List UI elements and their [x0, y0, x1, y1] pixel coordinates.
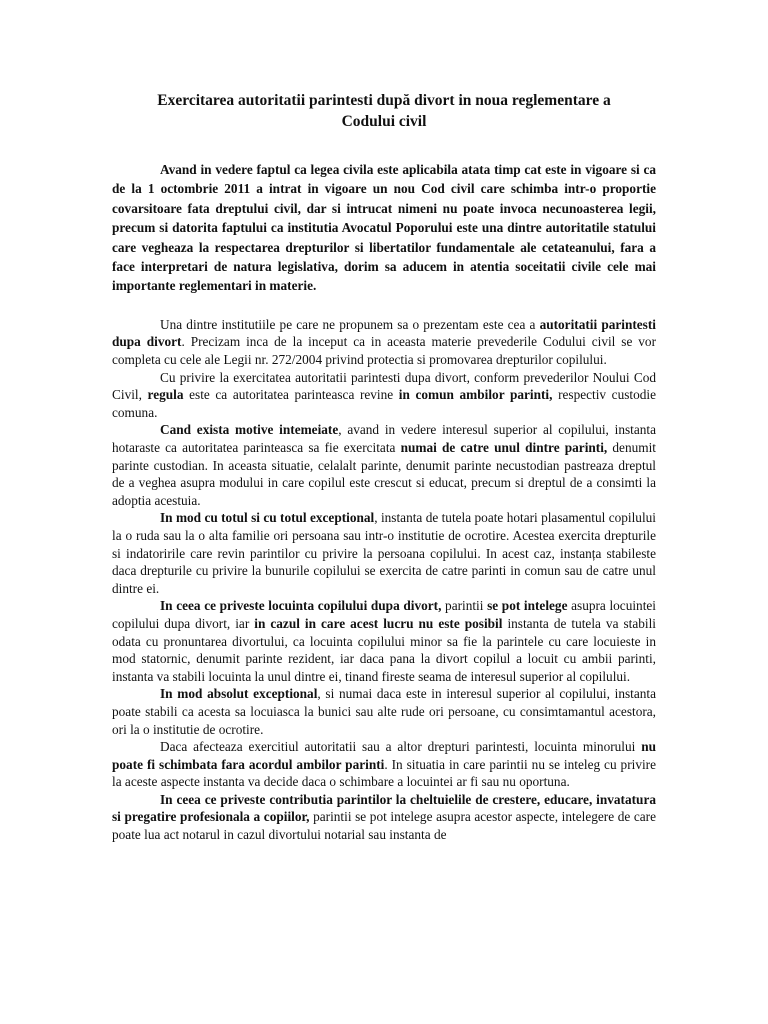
text-run: denumit parinte custodian. In aceasta situatie, celalalt parinte, denumit parinte necustodian pastreaza dreptul de a veghea asupra modului in care copilul este crescut si educat, precum si dreptul de a consimti la adoptia acestuia.: [112, 440, 656, 508]
body-paragraph: [112, 421, 656, 509]
text-run: este ca autoritatea parinteasca revine: [183, 387, 399, 403]
bold-text-run: se pot intelege: [487, 598, 568, 614]
bold-text-run: In mod cu totul si cu totul exceptional: [160, 510, 375, 526]
bold-text-run: regula: [147, 387, 184, 403]
body-text: [112, 316, 656, 844]
title-line-1: Exercitarea autoritatii parintesti după divort in noua reglementare a: [157, 92, 611, 109]
intro-paragraph: Avand in vedere faptul ca legea civila este aplicabila atata timp cat este in vigoare si ca de la 1 octombrie 2011 a intrat in vigoare un nou Cod civil care schimba intr-o proportie covarsitoare fata dreptului civil, dar si intrucat nimeni nu poate invoca necunoasterea legii, precum si datorita faptului ca institutia Avocatul Poporului este una dintre autoritatile statului care vegheaza la respectarea drepturilor si libertatilor fundamentale ale cetateanului, fara a face interpretari de natura legislativa, dorim sa aducem in atentia soceitatii civile cele mai importante reglementari in materie.: [112, 162, 656, 294]
text-run: . In situatia in care parintii nu se inteleg cu privire la aceste aspecte instanta va decide daca o schimbare a locuintei ar fi sau nu oportuna.: [112, 756, 656, 790]
bold-text-run: nu poate fi schimbata fara acordul ambilor parinti: [112, 739, 656, 772]
body-paragraph: [112, 791, 656, 844]
body-paragraph: [112, 369, 656, 422]
document-page: [112, 90, 656, 844]
bold-text-run: autoritatii parintesti dupa divort: [112, 316, 656, 350]
text-run: Cu privire la exercitatea autoritatii parintesti dupa divort, conform prevederilor Noului Cod Civil,: [112, 369, 656, 403]
body-paragraph: [112, 509, 656, 597]
bold-text-run: In ceea ce priveste locuinta copilului dupa divort,: [160, 598, 442, 614]
bold-text-run: Cand exista motive intemeiate: [160, 422, 339, 438]
text-run: , si numai daca este in interesul superior al copilului, instanta poate stabili ca acesta sa locuiasca la bunici sau alte rude ori persoane, cu consimtamantul acestora, ori la o institutie de ocrotire.: [112, 686, 656, 737]
bold-text-run: In ceea ce priveste contributia parintilor la cheltuielile de crestere, educare, invatatura si pregatire profesionala a copiilor,: [112, 791, 656, 825]
body-paragraph: [112, 597, 656, 685]
text-run: respectiv custodie comuna.: [112, 387, 656, 420]
bold-text-run: in comun ambilor parinti,: [398, 387, 553, 403]
text-run: instanta de tutela va stabili odata cu pronuntarea divortului, ca locuinta copilului minor sa fie la parintele cu care locuieste in mod statornic, denumit parinte rezident, iar daca pana la divort copilul a locuit cu ambii parinti, instanta va stabili locuinta la unul dintre ei, tinand fireste seama de interesul superior al copilului.: [112, 615, 656, 684]
document-title: [112, 90, 656, 132]
body-paragraph: [112, 316, 656, 369]
bold-text-run: numai de catre unul dintre parinti,: [400, 440, 608, 455]
title-line-2: Codului civil: [341, 113, 427, 130]
text-run: parintii se pot intelege asupra acestor aspecte, intelegere de care poate lua act notarul in cazul divortului notarial sau instanta de: [112, 809, 656, 843]
text-run: parintii: [441, 598, 488, 614]
text-run: , instanta de tutela poate hotari plasamentul copilului la o ruda sau la o alta familie ori persoana sau intr-o institutie de ocrotire. Acestea exercita drepturile si indatoririle care revin parintilor cu privire la persoana copilului. In acest caz, instanța stabileste daca drepturile cu privire la bunurile copilului se exercita de catre parinti in comun sau de catre unul dintre ei.: [112, 510, 656, 596]
text-run: asupra locuintei copilului dupa divort, iar: [112, 598, 656, 631]
body-paragraph: [112, 738, 656, 791]
text-run: . Precizam inca de la inceput ca in aceasta materie prevederile Codului civil se vor completa cu cele ale Legii nr. 272/2004 privind protectia si promovarea drepturilor copilului.: [112, 334, 656, 368]
text-run: Una dintre institutiile pe care ne propunem sa o prezentam este cea a: [160, 316, 540, 332]
text-run: , avand in vedere interesul superior al copilului, instanta hotaraste ca autoritatea parinteasca sa fie exercitata: [112, 422, 656, 455]
bold-text-run: In mod absolut exceptional: [160, 686, 318, 702]
bold-text-run: in cazul in care acest lucru nu este posibil: [254, 615, 503, 631]
body-paragraph: [112, 685, 656, 738]
text-run: Daca afecteaza exercitiul autoritatii sau a altor drepturi parintesti, locuinta minorului: [160, 739, 642, 755]
